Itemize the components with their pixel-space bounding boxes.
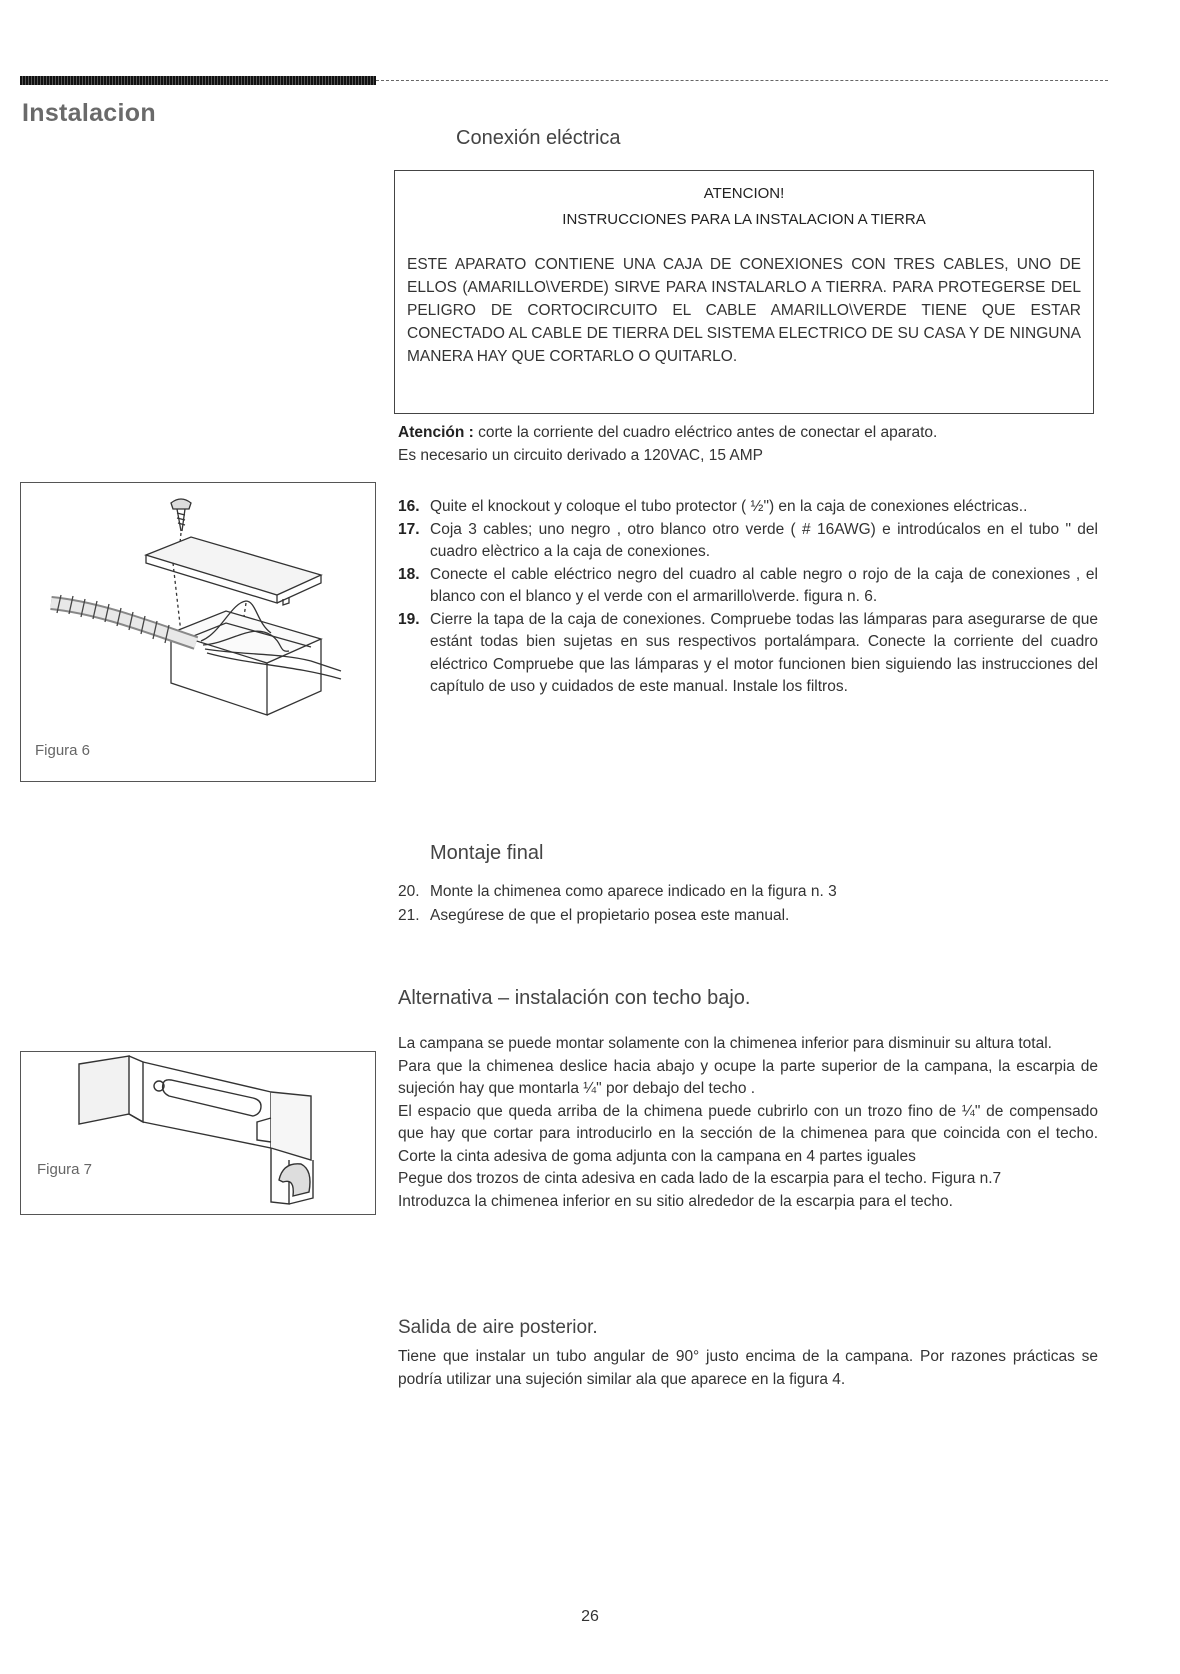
- warning-body: ESTE APARATO CONTIENE UNA CAJA DE CONEXIONES CON TRES CABLES, UNO DE ELLOS (AMARILLO\VERDE) SIRVE PARA INSTALARLO A TIERRA. PARA PROTEGERSE DEL PELIGRO DE CORTOCIRCUITO EL CABLE AMARILLO\VERDE TIENE QUE ESTAR CONECTADO AL CABLE DE TIERRA DEL SISTEMA ELECTRICO DE SU CASA Y DE NINGUNA MANERA HAY QUE CORTARLO O QUITARLO.: [407, 256, 1081, 365]
- step-number: 16.: [398, 498, 420, 515]
- figure-7: [20, 1051, 376, 1215]
- alternativa-paragraph: Introduzca la chimenea inferior en su sitio alrededor de la escarpia para el techo.: [398, 1192, 953, 1210]
- steps-list-montaje: [398, 880, 1098, 928]
- attention-text-2: Es necesario un circuito derivado a 120VAC, 15 AMP: [398, 446, 764, 464]
- steps-list-conexion: [398, 496, 1098, 699]
- attention-text: corte la corriente del cuadro eléctrico antes de conectar el aparato.: [478, 424, 938, 441]
- step-text: Asegúrese de que el propietario posea este manual.: [430, 907, 790, 924]
- step-number: 17.: [398, 520, 420, 538]
- header-rule: [376, 80, 1108, 81]
- alternativa-body: [398, 1033, 1098, 1213]
- figure-6: [20, 482, 376, 782]
- junction-box-illustration: [21, 483, 375, 781]
- section-heading-montaje: Montaje final: [430, 842, 544, 864]
- attention-note: [398, 422, 1098, 467]
- step-number: 19.: [398, 610, 420, 628]
- salida-body: Tiene que instalar un tubo angular de 90° justo encima de la campana. Por razones prácticas se podría utilizar una sujeción similar ala que aparece en la figura 4.: [398, 1348, 1098, 1388]
- step-number: 21.: [398, 907, 420, 924]
- list-item: [398, 609, 1098, 699]
- alternativa-paragraph: Para que la chimenea deslice hacia abajo y ocupe la parte superior de la campana, la escarpia de sujeción hay que montarla ¼" por debajo del techo .: [398, 1057, 1098, 1097]
- step-text: Cierre la tapa de la caja de conexiones. Compruebe todas las lámparas para asegurarse de que estánt todas bien sujetas en sus respectivos portalámpara. Conecte la corriente del cuadro eléctrico Compruebe que las lámparas y el motor funcionen bien siguiendo las instrucciones del capítulo de uso y cuidados de este manual. Instale los filtros.: [430, 610, 1098, 695]
- alternativa-paragraph: El espacio que queda arriba de la chimena puede cubrirlo con un trozo fino de ¼" de compensado que hay que cortar para introducirlo en la sección de la chimenea para que coincida con el techo. Corte la cinta adesiva de goma adjunta con la campana en 4 partes iguales: [398, 1102, 1098, 1165]
- warning-box: [394, 170, 1094, 414]
- list-item: [398, 880, 1098, 904]
- step-text: Quite el knockout y coloque el tubo protector ( ½") en la caja de conexiones eléctricas..: [430, 498, 1028, 515]
- page-number: 26: [581, 1608, 599, 1625]
- attention-label: Atención :: [398, 424, 474, 441]
- step-text: Conecte el cable eléctrico negro del cuadro al cable negro o rojo de la caja de conexiones , el blanco con el blanco y el verde con el armarillo\verde. figura n. 6.: [430, 565, 1098, 605]
- step-number: 20.: [398, 883, 420, 900]
- list-item: [398, 904, 1098, 928]
- section-heading-salida: Salida de aire posterior.: [398, 1317, 598, 1338]
- header-bar: [20, 76, 376, 85]
- figure-7-label: Figura 7: [37, 1161, 93, 1178]
- alternativa-paragraph: La campana se puede montar solamente con la chimenea inferior para disminuir su altura total.: [398, 1035, 1052, 1052]
- page-title: Instalacion: [22, 99, 156, 127]
- section-heading-alternativa: Alternativa – instalación con techo bajo.: [398, 987, 751, 1009]
- warning-subtitle: INSTRUCCIONES PARA LA INSTALACION A TIERRA: [562, 211, 926, 228]
- list-item: [398, 519, 1098, 564]
- step-text: Coja 3 cables; uno negro , otro blanco otro verde ( # 16AWG) e introdúcalos en el tubo " del cuadro elèctrico a la caja de conexiones.: [430, 520, 1098, 560]
- step-number: 18.: [398, 565, 420, 583]
- section-heading-conexion: Conexión eléctrica: [456, 127, 621, 149]
- figure-6-label: Figura 6: [35, 742, 91, 759]
- step-text: Monte la chimenea como aparece indicado en la figura n. 3: [430, 883, 837, 900]
- ceiling-bracket-illustration: [21, 1052, 375, 1214]
- list-item: [398, 564, 1098, 609]
- alternativa-paragraph: Pegue dos trozos de cinta adesiva en cada lado de la escarpia para el techo. Figura n.7: [398, 1170, 1002, 1187]
- warning-title: ATENCION!: [703, 185, 785, 202]
- list-item: [398, 496, 1098, 519]
